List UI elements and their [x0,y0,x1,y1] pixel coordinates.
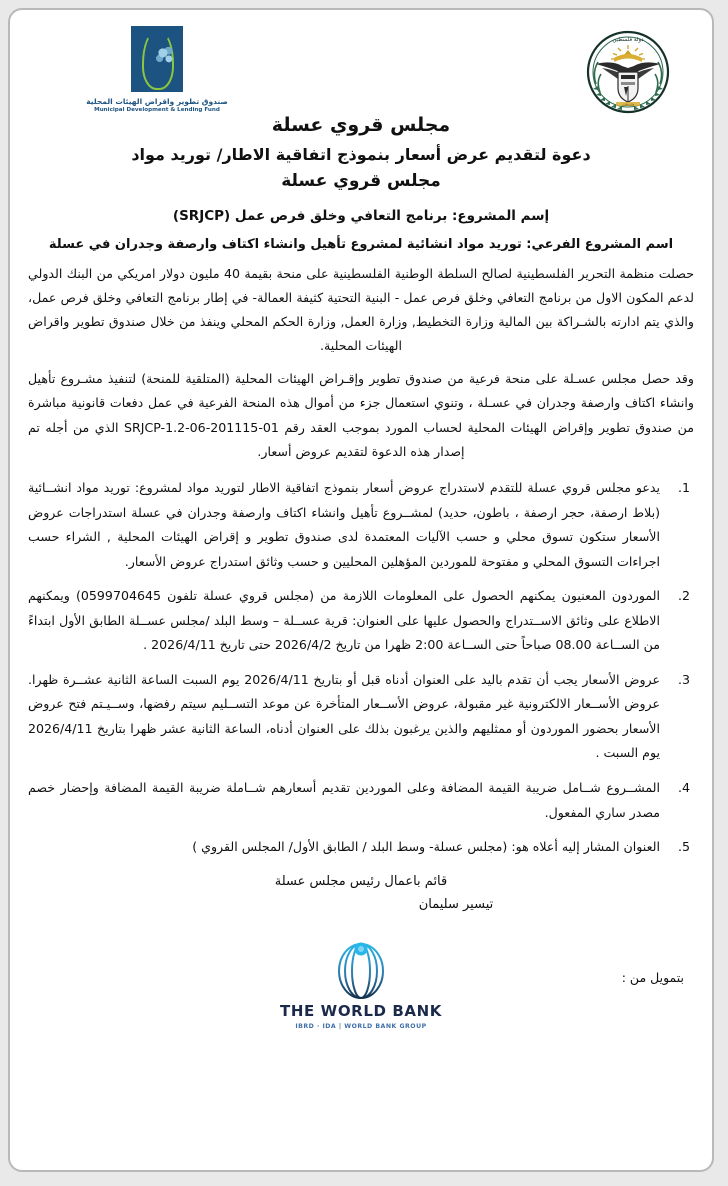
signature-block [28,870,694,917]
footer [28,934,694,1074]
list-item [28,668,694,766]
list-item-number: .3 [677,671,690,687]
world-bank-logo [266,940,456,1030]
paragraph-grant-background: حصلت منظمة التحرير الفلسطينية لصالح السلطة الوطنية الفلسطينية على منحة بقيمة 40 مليون دولار امريكي من البنك الدولي لدعم المكون الاول من برنامج التعافي وخلق فرص عمل - البنية التحتية كثيفة العمالة- في إطار برنامج التعافي وخلق فرص عمل، والذي يتم ادارته بالشـراكة بين المالية وزارة التخطيط, وزارة العمل, وزارة الحكم المحلي وينفذ من خلال صندوق تطوير واقراض الهيئات المحلية. [28,265,694,354]
svg-text:دولة فلسطين: دولة فلسطين [612,37,644,43]
list-item-text: يدعو مجلس قروي عسلة للتقدم لاستدراج عروض أسعار بنموذج اتفاقية الاطار لتوريد مواد لمشروع: توريد مواد انشــائية (بلاط ارصفة، حجر ارصفة ، باطون، حديد) لمشــروع تأهيل وانشاء اكتاف وارصفة وجدران في عسلة استدراجات عروض الأسعار ستكون تسوق محلي و حسب الآليات المعتمدة لدى صندوق تطوير و إقراض الهيئات المحلية , الشراء حسب اجراءات التسوق المحلي و مفتوحة للموردين المؤهلين المحليين و حسب وثائق استدراج عروض الأسعار. [28,479,660,569]
council-name: مجلس قروي عسلة [281,170,441,191]
world-bank-globe-icon [330,940,392,1000]
list-item [28,835,694,860]
palestinian-authority-eagle-icon [572,24,684,116]
world-bank-subtitle: IBRD · IDA | WORLD BANK GROUP [295,1023,427,1031]
funding-label: بتمويل من : [621,970,684,986]
svg-text:فلسطين: فلسطين [621,102,635,107]
world-bank-name: THE WORLD BANK [280,1002,442,1021]
invitation-title: دعوة لتقديم عرض أسعار بنموذج اتفاقية الاطار/ توريد مواد [131,144,591,164]
list-item-text: المشــروع شــامل ضريبة القيمة المضافة وعلى الموردين تقديم أسعارهم شــاملة ضريبة القيمة المضافة وإحضار خصم مصدر ساري المفعول. [28,779,660,820]
project-name: إسم المشروع: برنامج التعافي وخلق فرص عمل (SRJCP) [172,208,550,225]
signatory-name: تيسير سليمان [418,897,494,912]
list-item-text: عروض الأسعار يجب أن تقدم باليد على العنوان أدناه قبل أو بتاريخ 2026/4/11 يوم السبت الساعة الثانية عشــرة ظهرا. عروض الأســعار الالكترونية غير مقبولة، عروض الأســعار المتأخرة عن موعد التســليم سيتم رفضها، وســيـتم فتح عروض الأسعار بحضور الموردون أو ممثليهم والذين يرغبون بذلك على العنوان أدناه، الساعة الثانية عشر ظهرا بتاريخ 2026/4/11 يوم السبت . [28,671,660,761]
list-item-text: العنوان المشار إليه أعلاه هو: (مجلس عسلة- وسط البلد / الطابق الأول/ المجلس القروي ) [192,839,660,855]
mdlf-logo [72,26,242,113]
list-item-number: .4 [677,779,690,795]
signatory-title: قائم باعمال رئيس مجلس عسلة [274,873,448,889]
paragraph-sub-grant: وقد حصل مجلس عسـلة على منحة فرعية من صندوق تطوير وإقـراض الهيئات المحلية (المتلقية للمنحة) لتنفيذ مشـروع تأهيل وانشاء اكتاف وارصفة وجدران في عسـلة ، وتنوي استعمال جزء من أموال هذه المنحة الفرعية في عمل دفعات قانونية مباشرة من صندوق تطوير وإقراض الهيئات المحلية لحساب المورد بموجب العقد رقم SRJCP-1.2-06-201115-01 الذي من أجله تم إصدار هذه الدعوة لتقديم عروض أسعار. [28,371,694,459]
mdlf-hand-icon [131,26,183,92]
mdlf-arabic-name: صندوق تطوير واقراض الهيئات المحلية [86,97,228,106]
list-item [28,476,694,574]
title-block [28,112,694,193]
page-title: مجلس قروي عسلة [271,114,451,136]
list-item-text: الموردون المعنيون يمكنهم الحصول على المعلومات اللازمة من (مجلس قروي عسلة تلفون 0599704645) ويمكنهم الاطلاع على وثائق الاســتدراج والحصول عليها على العنوان: قرية عســلة – وسط البلد /مجلس عســلة الطابق الأول ابتداءً من الســاعة 08.00 صباحاً حتى الســاعة 2:00 ظهرا من تاريخ 2026/4/2 حتى تاريخ 2026/4/11 . [28,588,661,653]
document-page [8,8,714,1172]
list-item-number: .1 [677,479,690,495]
list-item [28,584,694,658]
mdlf-english-name: Municipal Development & Lending Fund [94,107,220,113]
document-body [10,10,712,1170]
list-item [28,776,694,825]
spark-shape [153,43,175,65]
list-item-number: .5 [677,839,690,855]
header-logos [28,24,694,116]
list-item-number: .2 [677,588,690,604]
sub-project-name: اسم المشروع الفرعي: توريد مواد انشائية لمشروع تأهيل وانشاء اكتاف وارصفة وجدران في عسلة [48,236,674,252]
conditions-list [28,476,694,860]
